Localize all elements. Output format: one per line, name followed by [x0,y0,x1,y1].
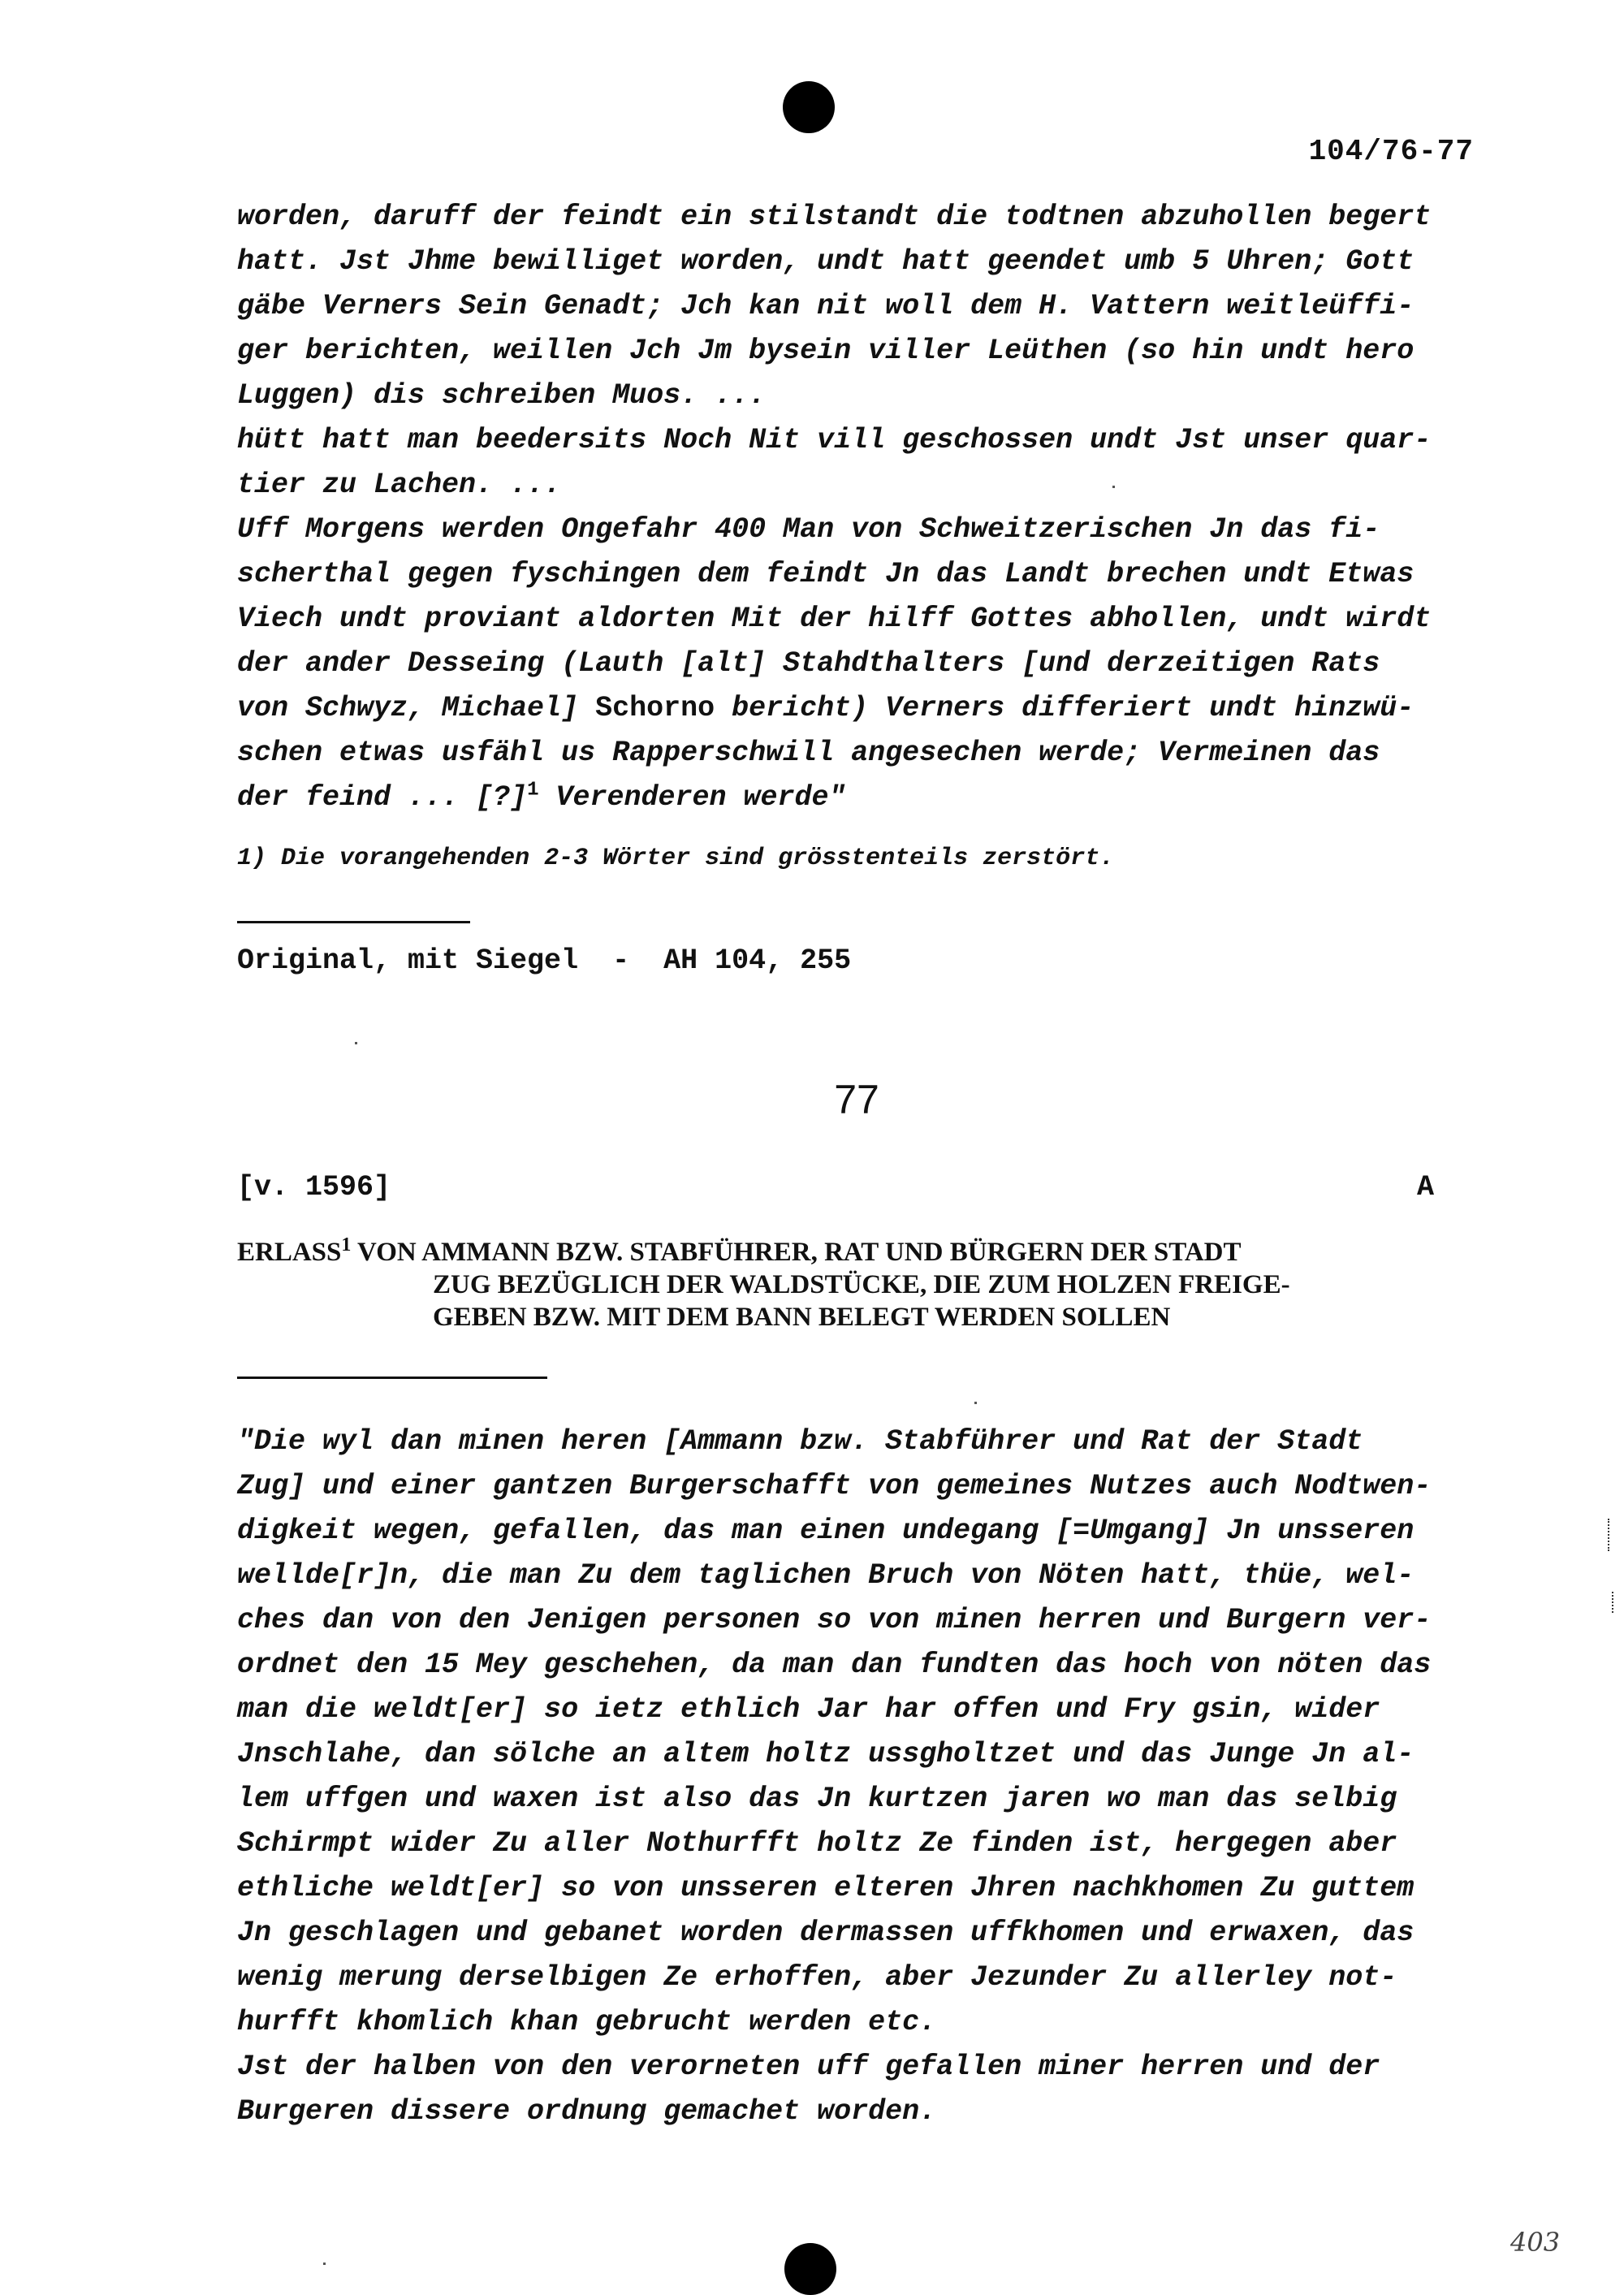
text-line: hütt hatt man beedersits Noch Nit vill geschossen undt Jst unser quar- [237,424,1432,456]
text-line: Uff Morgens werden Ongefahr 400 Man von Schweitzerischen Jn das fi- [237,513,1380,546]
title-line: GEBEN BZW. MIT DEM BANN BELEGT WERDEN SOLLEN [433,1303,1171,1332]
text-line: hatt. Jst Jhme bewilliget worden, undt hatt geendet umb 5 Uhren; Gott [237,245,1415,278]
quote-line: Jnschlahe, dan sölche an altem holtz ussgholtzet und das Junge Jn al- [237,1738,1415,1770]
title-footnote-marker: 1 [341,1234,352,1256]
scan-speck [974,1402,977,1404]
footnote-text: Die vorangehenden 2-3 Wörter sind grösstenteils zerstört. [281,845,1115,872]
separator-rule [237,1377,547,1379]
text-segment: von Schwyz, Michael] [237,692,596,724]
scan-artifact [1608,1519,1613,1551]
handwritten-page-number: 403 [1510,2227,1561,2258]
archive-reference: 104/76-77 [1308,135,1474,168]
quote-line: digkeit wegen, gefallen, das man einen undegang [=Umgang] Jn unsseren [237,1515,1415,1547]
document-letter: A [1417,1171,1435,1204]
quote-line: Burgeren dissere ordnung gemachet worden. [237,2095,937,2128]
text-line: ger berichten, weillen Jch Jm bysein viller Leüthen (so hin undt hero [237,335,1415,367]
title-word: ERLASS [237,1238,342,1267]
text-line-last [237,776,1488,820]
separator-rule [237,921,470,923]
text-segment: bericht) Verners differiert undt hinzwü- [715,692,1415,724]
quote-line: "Die wyl dan minen heren [Ammann bzw. Stabführer und Rat der Stadt [237,1425,1363,1458]
title-segment: VON AMMANN BZW. STABFÜHRER, RAT UND BÜRGERN DER STADT [351,1238,1242,1267]
quote-line: wellde[r]n, die man Zu dem taglichen Bruch von Nöten hatt, thüe, wel- [237,1559,1415,1592]
scan-speck [355,1042,357,1044]
quote-line: man die weldt[er] so ietz ethlich Jar har offen und Fry gsin, wider [237,1693,1380,1726]
scan-speck [323,2263,326,2265]
text-line-schorno [237,686,1488,731]
text-line: Luggen) dis schreiben Muos. ... [237,379,767,412]
scan-artifact [1612,1592,1616,1613]
quote-line: lem uffgen und waxen ist also das Jn kurtzen jaren wo man das selbig [237,1783,1397,1815]
quoted-text [237,1420,1488,2134]
quote-line: ches dan von den Jenigen personen so von minen herren und Burgern ver- [237,1604,1432,1636]
footnote [237,845,1488,872]
quote-line: ordnet den 15 Mey geschehen, da man dan fundten das hoch von nöten das [237,1649,1432,1681]
punch-hole-top [783,81,835,133]
text-segment: der feind ... [?] [237,781,528,814]
quote-line: Zug] und einer gantzen Burgerschafft von gemeines Nutzes auch Nodtwen- [237,1470,1432,1502]
text-line: scherthal gegen fyschingen dem feindt Jn das Landt brechen undt Etwas [237,558,1415,590]
quote-line: ethliche weldt[er] so von unsseren elteren Jhren nachkhomen Zu guttem [237,1872,1415,1904]
text-segment: Verenderen werde" [538,781,846,814]
quote-line: hurfft khomlich khan gebrucht werden etc. [237,2006,937,2038]
footnote-number: 1) [237,845,267,872]
name-schorno: Schorno [595,692,715,724]
text-line: schen etwas usfähl us Rapperschwill angesechen werde; Vermeinen das [237,737,1380,769]
quote-line: Schirmpt wider Zu aller Nothurfft holtz Ze finden ist, hergegen aber [237,1827,1397,1860]
title-line: ZUG BEZÜGLICH DER WALDSTÜCKE, DIE ZUM HOLZEN FREIGE- [433,1270,1290,1299]
quote-line: wenig merung derselbigen Ze erhoffen, aber Jezunder Zu allerley not- [237,1961,1397,1994]
footnote-marker: 1 [527,779,539,802]
text-line: Viech undt proviant aldorten Mit der hilff Gottes abhollen, undt wirdt [237,603,1432,635]
document-number: 77 [834,1077,879,1122]
quote-line: Jn geschlagen und gebanet worden dermassen uffkhomen und erwaxen, das [237,1917,1415,1949]
title-line [237,1236,1520,1269]
document-date: [v. 1596] [237,1171,391,1204]
source-note: Original, mit Siegel - AH 104, 255 [237,944,852,977]
document-title [237,1236,1520,1333]
scan-speck [1112,486,1115,488]
text-line: worden, daruff der feindt ein stilstandt die todtnen abzuhollen begert [237,201,1432,233]
text-line: tier zu Lachen. ... [237,469,562,501]
punch-hole-bottom [784,2243,836,2295]
text-line: der ander Desseing (Lauth [alt] Stahdthalters [und derzeitigen Rats [237,647,1380,680]
text-line: gäbe Verners Sein Genadt; Jch kan nit woll dem H. Vattern weitleüffi- [237,290,1415,322]
continuation-text [237,195,1488,820]
quote-line: Jst der halben von den verorneten uff gefallen miner herren und der [237,2051,1380,2083]
